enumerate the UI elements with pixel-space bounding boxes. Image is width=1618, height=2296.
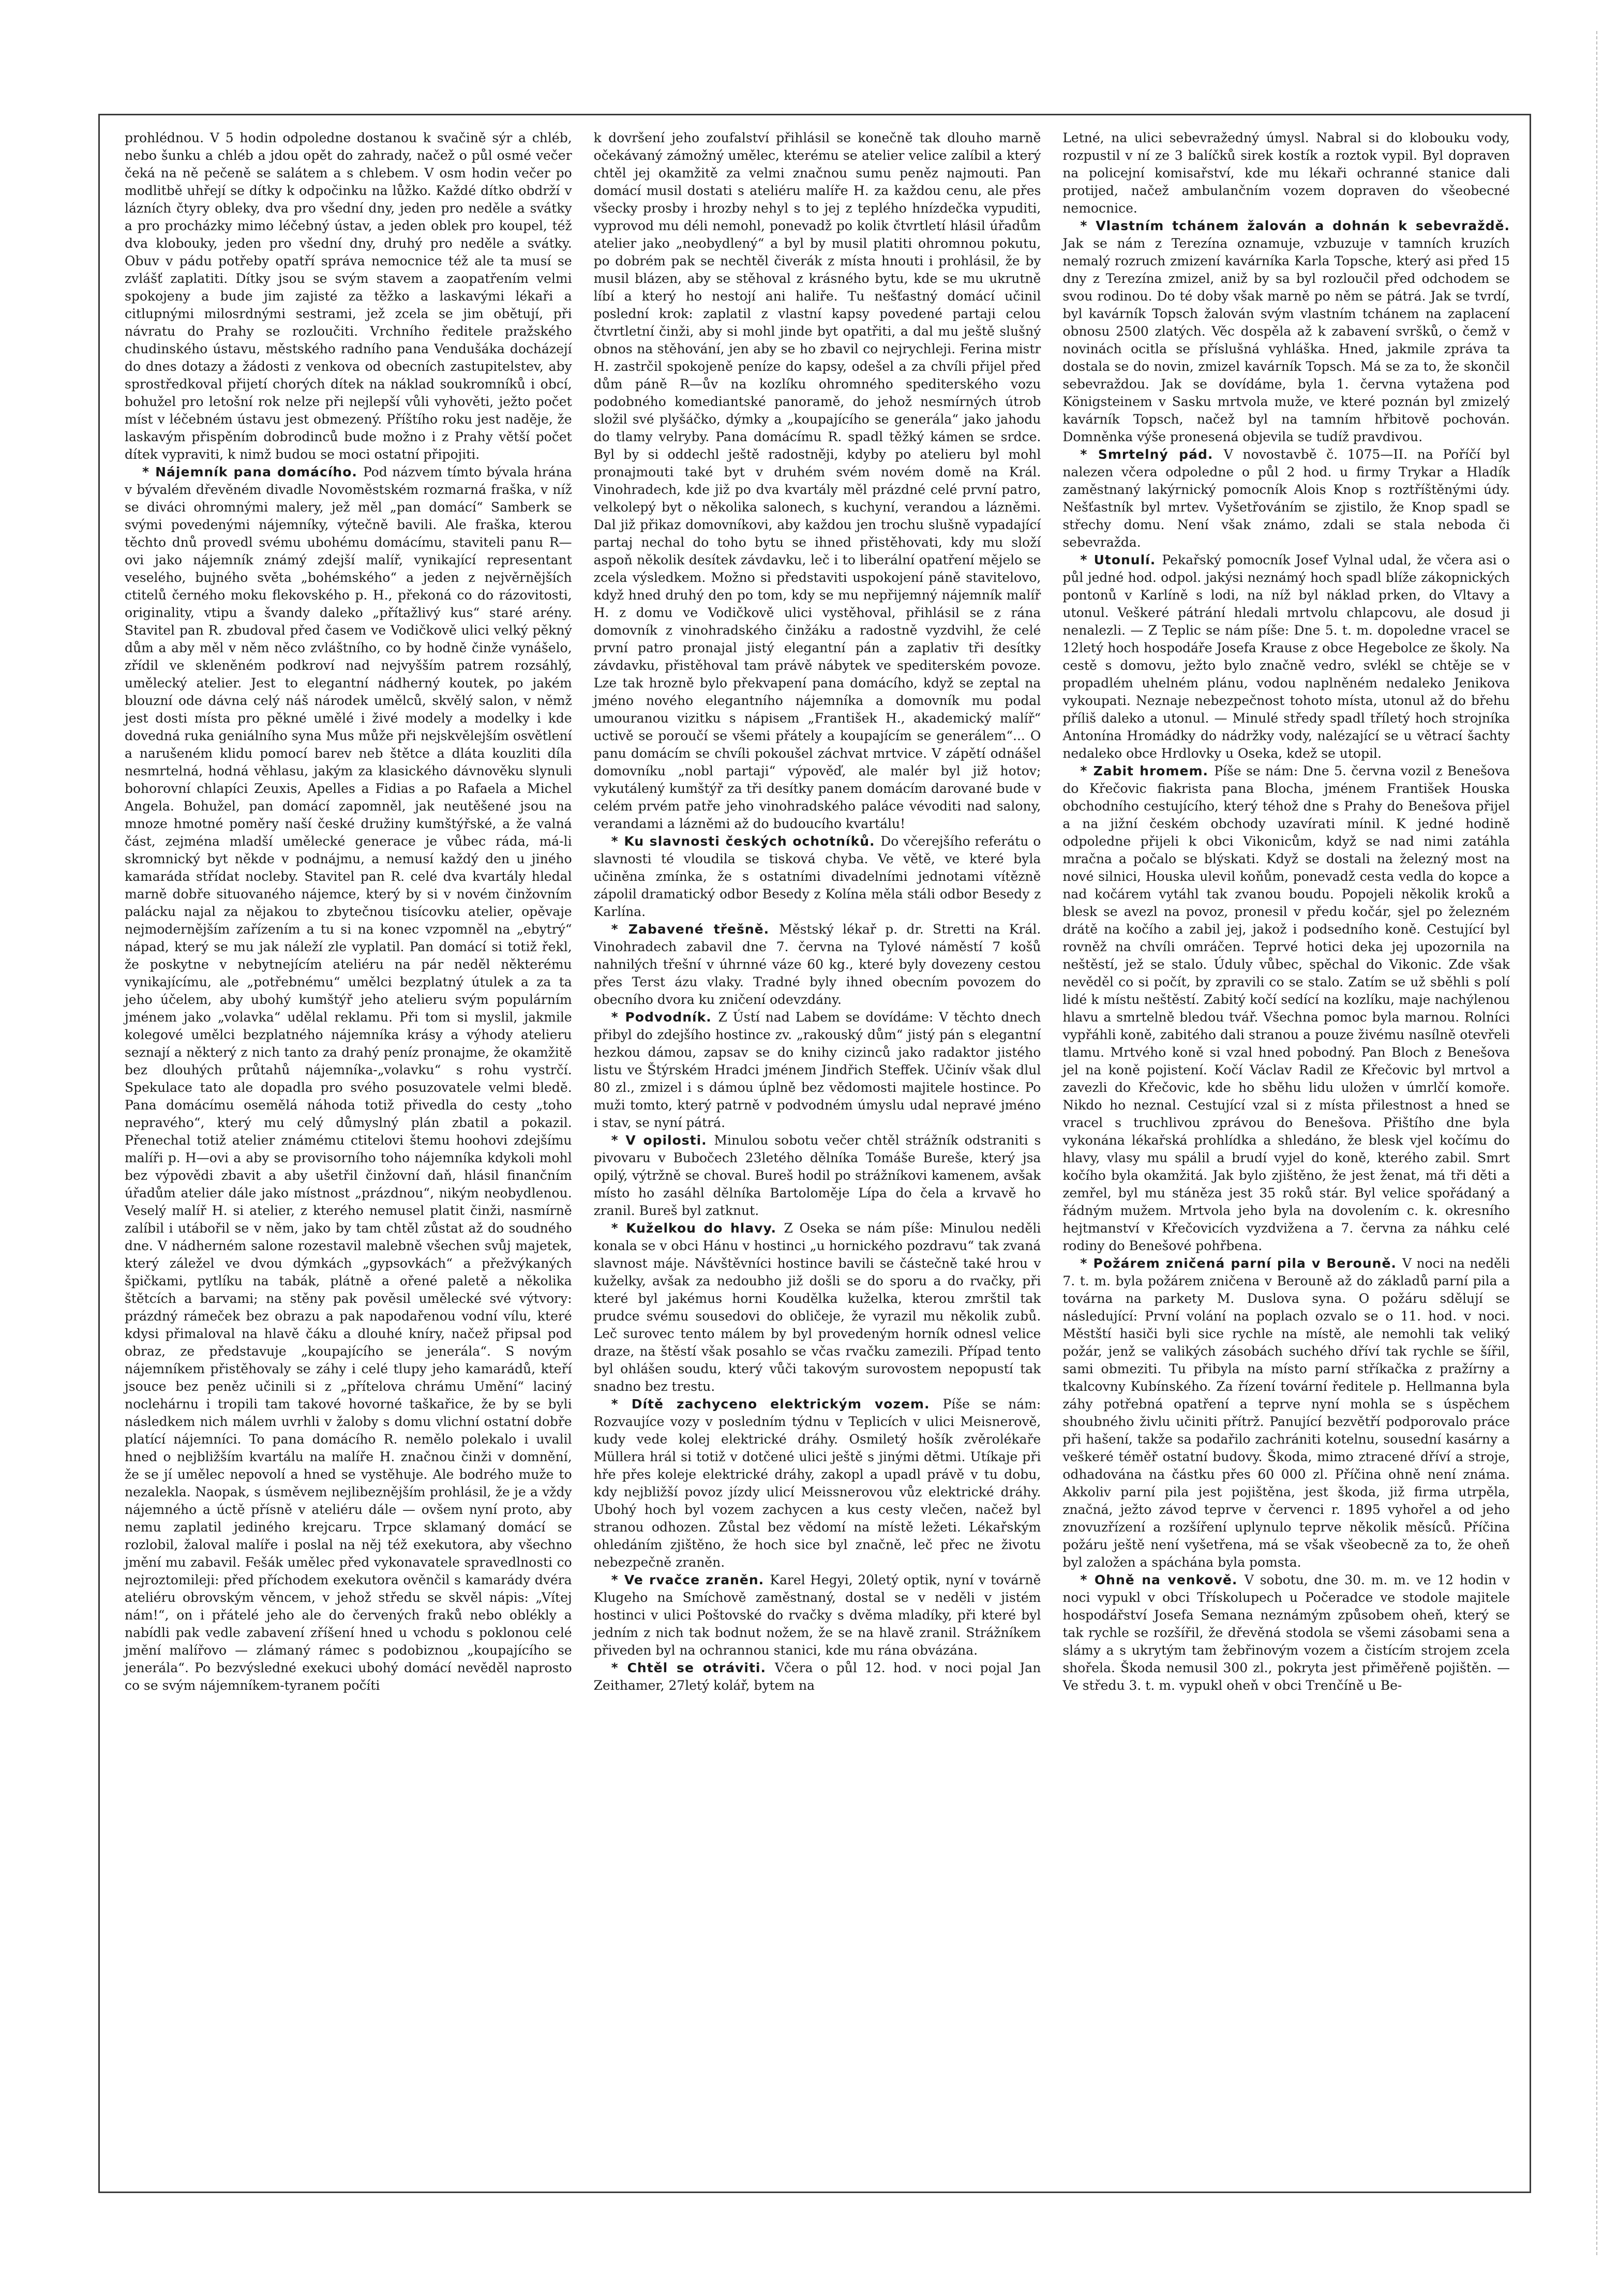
article-text: prohlédnou. V 5 hodin odpoledne dostanou k svačině sýr a chléb, nebo šunku a chléb a jdou opět do zahrady, načež o půl osmé večer čeká na ně pečeně se salátem a s chlebem. V osm hodin večer po modlitbě uhřejí se dítky k odpočinku na lůžko. Každé dítko obdrží v lázních čtyry obleky, dva pro všední dny, jeden pro neděle a svátky a pro procházky mimo léčebný ústav, a jeden oblek pro koupel, též dva klobouky, jeden pro všední dny, druhý pro neděle a svátky. Obuv v pádu potřeby opatří správa nemocnice též ale ta musí se zvlášť zaplatiti. Dítky jsou se svým stavem a zaopatřením velmi spokojeny a bude jim zajisté za těžko a laskavými lékaři a citlupnými milosrdnými sestrami, jež zcela se jim obětují, při návratu do Prahy se rozloučiti. Vrchního ředitele pražského chudinského ústavu, městského radního pana Vendušáka docházejí do dnes dotazy a žádosti z venkova od obecních zastupitelstev, aby sprostředkoval přijetí chorých dítek na náklad soukromníků i obcí, bohužel pro letošní rok nelze při nejlepší vůli vyhověti, ježto počet míst v léčebném ústavu jest obmezený. Příštího roku jest naděje, že laskavým přispěním dobrodinců bude možno i z Prahy větší počet dítek vypraviti, k nimž budou se moci ostatní připojiti. [125, 130, 572, 462]
article-headline: * Smrtelný pád. [1080, 447, 1224, 462]
article-tresne [594, 921, 1041, 1009]
article-text: Městský lékař p. dr. Stretti na Král. Vinohradech zabavil dne 7. června na Tylové náměstí 7 košů nahnilých třešní v úhrnné váze 60 kg., které byly dovezeny cestou přes Terst ázu vlaky. Tradné byly ihned obecním povozem do obecního dvora ku zničení odevzdány. [593, 922, 1041, 1007]
article-text: Karel Hegyi, 20letý optik, nyní v továrně Klugeho na Smíchově zaměstnaný, dostal se v neděli v jistém hostinci v ulici Poštovské do rvačky s dvěma mladíky, při které byl jedním z nich tak bodnut nožem, že se na hlavě zranil. Strážníkem přiveden byl na ochrannou stanici, kde mu rána obvázána. [593, 1572, 1041, 1658]
article-headline: * Kuželkou do hlavy. [611, 1221, 784, 1236]
article-headline: * Požárem zničená parní pila v Berouně. [1080, 1256, 1403, 1271]
newspaper-page [122, 129, 1513, 2178]
scan-edge-marks [1596, 31, 1612, 2255]
article-text: Jak se nám z Terezína oznamuje, vzbuzuje v tamních kruzích nemalý rozruch zmizení kavárníka Karla Topsche, který asi před 15 dny z Terezína zmizel, aniž by sa byl rozloučil před odchodem se svou rodinou. Do té doby však marně po něm se pátrá. Jak se tvrdí, byl kavárník Topsch žalován svým vlastním tchánem na zaplacení obnosu 2500 zlatých. Věc dospěla až k zabavení svršků, o čemž v novinách ocitla se příslušná vyhláška. Hned, jakmile zpráva ta dostala se do novin, zmizel kavárník Topsch. Má se za to, že skončil sebevraždou. Jak se dovídáme, byla 1. června vytažena pod Königsteinem v Sasku mrtvola muže, ve které poznán byl zmizelý kavárník Topsch, načež byl na tamním hřbitově pochován. Domněnka výše pronesená objevila se tudíž pravdivou. [1062, 236, 1510, 444]
article-pozar [1062, 1255, 1510, 1571]
article-headline: * Dítě zachyceno elektrickým vozem. [611, 1397, 943, 1412]
article-kuzelkou [594, 1220, 1041, 1395]
article-rvacce [594, 1571, 1041, 1659]
article-smrtelny-pad [1062, 446, 1510, 551]
article-text: Minulou sobotu večer chtěl strážník odstraniti s pivovaru v Bubočech 23letého dělníka Tomáše Bureše, který jsa opilý, výtržně se choval. Bureš hodil po strážníkovi kamenem, avšak místo ho zasáhl dělníka Bartoloměje Lípa do čela a krvavě ho zranil. Bureš byl zatknut. [593, 1133, 1041, 1218]
column-2 [591, 129, 1044, 2178]
article-headline: * Ve rvačce zraněn. [611, 1572, 770, 1587]
column-1 [122, 129, 575, 2178]
article-ohne [1062, 1571, 1510, 1694]
article-headline: * Nájemník pana domácího. [142, 464, 363, 479]
article-headline: * Utonulí. [1080, 552, 1162, 567]
article-tchanem [1062, 217, 1510, 446]
article-continuation [1062, 129, 1510, 217]
article-opilosti [594, 1132, 1041, 1220]
article-text: Píše se nám: Dne 5. června vozil z Benešova do Křečovic fiakrista pana Blocha, jménem František Houska obchodního cestujícího, který téhož dne s Prahy do Benešova přijel a na jižní českém obchody uzavírati mínil. K jedné hodině odpoledne přijeli k obci Vikonicům, když se nad nimi zatáhla mračna a počalo se blýskati. Když se dostali na železný most na nové silnici, Houska ulevil koňům, ponevadž cesta vedla do kopce a nad kočárem vytáhl tak zvanou boudu. Popojeli několik kroků a blesk se avezl na povoz, pronesil v předu kočár, sjel po železném drátě na kočího a zabil jej, jakož i podsedního koně. Cestující byl rovněž na chvíli omráčen. Teprvé hotici deka jej upozornila na neštěstí, jež se stalo. Úduly vůbec, spěchal do Vikonic. Zde však nevěděl co si počít, by zpravili co se stalo. Zatím se už sběhli s polí lidé k místu neštěstí. Zabitý kočí sedící na kozlíku, maje nachýlenou hlavu a smrtelně bledou tvář. Všechna pomoc byla marnou. Rolníci vypřáhli koně, zabitého dali stranou a pouze živému nasílně otevřeli tlamu. Mrtvého koně si vzal hned pobodný. Pan Bloch z Benešova jel na koně pojistení. Kočí Václav Radil ze Křečovic byl mrtvol a zavezli do Křečovic, kde ho sběhu lidu uložen v úmrlčí komoře. Nikdo ho neznal. Cestující vzal si z místa přilestnost a hned se vracel s truchlivou zprávou do Benešova. Přištího dne byla vykonána lékařská prohlídka a shledáno, že blesk vjel kočímu do hlavy, vlasy mu spálil a brudí vyjel do koně, kterého zabil. Smrt kočího byla okamžitá. Jak bylo zjištěno, že jest ženat, má tři děti a zemřel, byl mu stáněza jest 35 roků stár. Byl velice spořádaný a řádným mužem. Mrtvola jeho byla na dovolením c. k. okresního hejtmanství v Křečovicích vyzdvižena a 7. června za náhku celé rodiny do Benešové pohřbena. [1062, 763, 1510, 1253]
article-text: V sobotu, dne 30. m. m. ve 12 hodin v noci vypukl v obci Třískolupech u Počeradce ve stodole majitele hospodářství Josefa Semana neznámým způsobem oheň, který se tak rychle se rozšířil, že dřevěná stodola se všemi zásobami sena a slámy a s ukrytým tam žebřinovým vozem a čistícím strojem zcela shořela. Škoda nemusil 300 zl., pokryta jest přiměřeně pojištěn. — Ve středu 3. t. m. vypukl oheň v obci Trenčíně u Be- [1062, 1572, 1510, 1693]
article-headline: * Ohně na venkově. [1080, 1572, 1245, 1587]
article-headline: * Vlastním tchánem žalován a dohnán k sebevraždě. [1080, 218, 1510, 233]
article-text: V noci na neděli 7. t. m. byla požárem zničena v Berouně až do základů parní pila a továrna na parkety M. Duslova syna. O požáru sdělují se následující: První volání na poplach ozvalo se o 11. hod. v noci. Městští hasiči byli sice rychle na místě, ale nemohli tak veliký požár, jenž se valikých zásobách suchého dříví tak rychle se šířil, sami obmeziti. Tu přibyla na místo parní stříkačka z pražírny a tkalcovny Kubínského. Za řízení tovární ředitele p. Hellmanna byla záhy potřebná opatření a teprve nyní mohla se s úspěchem shoubného živlu učiniti přítrž. Panující bezvětří podporovalo práce při hašení, takže sa podařilo zachrániti kotelnu, sousední kasárny a veškeré téměř ostatní budovy. Škoda, mimo ztracené dříví a stroje, odhadována na částku přes 60 000 zl. Příčina ohně není známa. Akkoliv parní pila jest pojištěna, jest škoda, již firma utrpěla, značná, ježto závod teprve v červenci r. 1895 vyhořel a od jeho znovuzřízení a rozšíření uplynulo teprve několik měsíců. Příčina požáru ještě není vyšetřena, má se však všeobecně za to, že oheň byl založen a spáchána byla pomsta. [1062, 1256, 1510, 1570]
article-podvodnik [594, 1009, 1041, 1132]
article-text: Letné, na ulici sebevražedný úmysl. Nabral si do klobouku vody, rozpustil v ní ze 3 balíčků sirek kostík a roztok vypil. Byl dopraven na policejní komisařství, kde mu lékaři ochranné stanice dali protijed, načež ambulančním vozem dopraven do všeobecné nemocnice. [1062, 130, 1510, 216]
article-hromem [1062, 762, 1510, 1255]
article-text: Pekařský pomocník Josef Vylnal udal, že včera asi o půl jedné hod. odpol. jakýsi neznámý hoch spadl blíže zákopnických pontonů v Karlíně s lodi, na níž byl náklad prken, do Vltavy a utonul. Veškeré pátrání hledali mrtvolu chlapcovu, ale dosud ji nenalezli. — Z Teplic se nám píše: Dne 5. t. m. dopoledne vracel se 12letý hoch hospodáře Josefa Krause z obce Hegebolce ze školy. Na cestě s domovu, ježto bylo značně vedro, svlékl se chtěje se v propadlém uhelném plánu, vodou naplněném nedaleko Jenikova vykoupati. Neznaje nebezpečnost tohoto místa, utonul až do břehu příliš daleko a utonul. — Minulé středy spadl tříletý hoch strojníka Antonína Hromádky do nádržky vody, nalézající se u větrací šachty nedaleko obce Hrdlovky u Oseka, kdež se utopil. [1062, 552, 1510, 761]
article-continuation [594, 129, 1041, 833]
article-dite [594, 1395, 1041, 1571]
article-utonuli [1062, 551, 1510, 762]
article-headline: * Zabit hromem. [1080, 763, 1215, 778]
article-headline: * Chtěl se otráviti. [611, 1660, 775, 1675]
article-headline: * V opilosti. [611, 1133, 714, 1148]
article-text: V novostavbě č. 1075—II. na Poříčí byl nalezen včera odpoledne o půl 2 hod. u firmy Trykar a Hladík zaměstnaný lakýrnický pomocník Alois Knop s roztříštěnými údy. Nešťastník byl mrtev. Vyšetřováním se zjistilo, že Knop spadl se střechy domu. Není však známo, zdali se stala neboda či sebevražda. [1062, 447, 1510, 550]
article-otraviti [594, 1659, 1041, 1694]
article-text: k dovršení jeho zoufalství přihlásil se konečně tak dlouho marně očekávaný zámožný umělec, kterému se atelier velice zalíbil a který chtěl jej okamžitě za velmi značnou sumu peněz najmouti. Pan domácí musil dostati s ateliéru malíře H. za každou cenu, ale přes všecky prosby i hrozby nehyl s to jej z teplého hnízdečka vypuditi, vyprovod mu déli nemohl, ponevadž po kolik čtvrtletí hlásil úřadům atelier jako „neobydlený“ a byl by musil platiti ohromnou pokutu, po dobrém pak se nechtěl čiverák z místa hnouti i prohlásil, že by musil blázen, aby se stěhoval z krásného bytu, kde se mu ukrutně líbí a který ho nestojí ani haliře. Tu nešťastný domácí učinil poslední krok: zaplatil z vlastní kapsy povedené partaji celou čtvrtletní činži, aby si mohl jinde byt opatřiti, a dal mu ještě slušný obnos na stěhování, jen aby se ho zbavil co nejrychleji. Ferina mistr H. zastrčil spokojeně peníze do kapsy, odešel a za chvíli přijel před dům páně R—ův na kozlíku ohromného spediterského vozu podobného komediantské panoramě, do jehož nesmírných útrob složil své plyšáčko, dýmky a „koupajícího se generála“ jako jahodu do tlamy velryby. Pana domácímu R. spadl těžký kámen se srdce. Byl by si oddechl ještě radostněji, kdyby po atelieru byl mohl pronajmouti také byt v druhém svém novém domě na Král. Vinohradech, kde již po dva kvartály měl prázdné celé první patro, velkolepý byt o několika salonech, s kuchyní, verandou a lázněmi. Dal již přikaz domovníkovi, aby každou jen trochu slušně vypadající partaj nechal do toho bytu se ihned přistěhovati, kdy mu složí aspoň několik desítek závdavku, leč i to liberální opatření mějelo se zcela výsledkem. Možno si představiti uspokojení páně stavitelovo, když hned druhý den po tom, kdy se mu nepřijemný nájemník malíř H. z domu ve Vodičkově ulici vystěhoval, přihlásil se z rána domovník z vinohradského činžáku a radostně vyzdvihl, že celé první patro pronajal jistý elegantní pán a zaplativ tři desítky závdavku, přistěhoval tam právě nábytek ve spediterském povoze. Lze tak hrozně bylo překvapení pana domácího, když se zeptal na jméno nového elegantního nájemníka a domovník mu podal umouranou vizitku s nápisem „František H., akademický malíř“ uctivě se poroučí se všemi přátely a koupajícím se generálem“... O panu domácím se chvíli pokoušel záchvat mrtvice. V zápětí odnášel domovníku „nobl partaji“ výpověď, ale malér byl již hotov; vykutálený kumštýř za tři desítky panem domácím darované bude v celém prvém patře jeho vinohradského paláce vévoditi nad salony, verandami a lázněmi až do budoucího kvartálu! [593, 130, 1041, 831]
article-text: Píše se nám: Rozvaujíce vozy v posledním týdnu v Teplicích v ulici Meisnerově, kudy vede kolej elektrické dráhy. Osmiletý hošík zvěrolékaře Müllera hrál si totiž v dotčené ulici ještě s jinými dětmi. Utíkaje při hře přes koleje elektrické dráhy, zakopl a upadl právě v tu dobu, kdy nejbližší povoz jízdy ulicí Meissnerovou vůz elektrické dráhy. Ubohý hoch byl vozem zachycen a kus cesty vlečen, načež byl stranou odhozen. Zůstal bez vědomí na místě ležeti. Lékařským ohledáním zjištěno, že hoch sice byl značně, leč přec ne životu nebezpečně zraněn. [593, 1397, 1041, 1570]
article-text: Včera o půl 12. hod. v noci pojal Jan Zeithamer, 27letý kolář, bytem na [593, 1660, 1041, 1693]
article-najemnik [125, 463, 572, 1694]
article-text: Z Ústí nad Labem se dovídáme: V těchto dnech přibyl do zdejšího hostince zv. „rakouský dům“ jistý pán s elegantní hezkou dámou, zapsav se do knihy cizinců jako radaktor jistého listu ve Štýrském Hradci jménem Jindřich Steffek. Učinív však dlul 80 zl., zmizel i s dámou úplně bez vědomosti majitele hostince. Po muži tomto, který patrně v podvodném úmyslu udal nepravé jméno i stav, se nyní pátrá. [593, 1010, 1041, 1130]
article-ochotniku [594, 833, 1041, 921]
article-text: Z Oseka se nám píše: Minulou neděli konala se v obci Hánu v hostinci „u hornického pozdravu“ tak zvaná slavnost máje. Návštěvníci hostince bavili se částečně také hrou v kuželky, avšak za nedoubho již došli se do sporu a do rvačky, při které byl jakémus horni Koudělka kuželka, kterou zmrštil tak prudce svému sousedovi do obličeje, že vyrazil mu několik zubů. Leč surovec tento málem by byl provedeným horník odnesl velice draze, na štěstí však posahlo se včas rvačku zamezili. Případ tento byl ohlášen soudu, který vůči takovým surovostem nepopustí tak snadno bez trestu. [593, 1221, 1041, 1394]
article-headline: * Ku slavnosti českých ochotníků. [611, 834, 881, 849]
article-text: Pod názvem tímto bývala hrána v bývalém dřevěném divadle Novoměstském rozmarná fraška, v níž se diváci ohromnými malery, jež měl „pan domácí“ Samberk se svými povedenými nájemníky, výtečně bavili. Ale fraška, kterou těchto dnů provedl svému ubohému domácímu, staviteli panu R—ovi jako nájemník známý zdejší malíř, vynikající representant veselého, bujného světa „bohémského“ a jeden z nejvěrnějších ctitelů černého moku flekovského p. H., překoná co do rázovitosti, originality, vtipu a švandy daleko „přítažlivý kus“ staré arény. Stavitel pan R. zbudoval před časem ve Vodičkově ulici velký pěkný dům a aby měl v něm něco zvláštního, co by hodně činže vynášelo, zřídil ve skleněném podkroví nad nejvyšším patrem rozsáhlý, umělecký atelier. Jest to elegantní nádherný koutek, po jakém blouzní ode dávna celý náš národek umělců, skvělý salon, v němž jest dosti místa pro pěkné umělé i živé modely a modelky i kde dovedná ruka geniálního syna Mus může při nejskvělejším osvětlení a narušeném klidu pomocí barev neb štětce a dláta kouzliti díla nesmrtelná, hodná věhlasu, jakým za klasického dávnověku slynuli bohorovní chlapíci Zeuxis, Apelles a Fidias a po Rafaela a Michel Angela. Bohužel, pan domácí zapomněl, jak neutěšené jsou na mnoze hmotné poměry naší české družiny kumštýřské, a že valná část, zejména mladší umělecké generace je vůbec ráda, má-li skromnický byt někde v podnájmu, a nemusí každý den u jiného kamaráda střídat nocleby. Stavitel pan R. celé dva kvartály hledal marně dobře situovaného nájemce, který by si v novém činžovním palácku najal za nějakou to zbytečnou tisícovku atelier, opěvaje nejmodernějším zařízením a tu si na konec vzpomněl na „ebytrý“ nápad, který se mu jak náleží zle vyplatil. Pan domácí si totiž řekl, že poskytne v nebytnejícím ateliéru na pár neděl některému vynikajícímu, ale „potřebnému“ umělci bezplatný útulek a za ta jeho účelem, aby ubohý kumštýř jeho atelieru svým populárním jménem jako „volavka“ udělal reklamu. Při tom si myslil, jakmile kolegové umělci bezplatného nájemníka krásy a výhody atelieru seznají a některý z nich tanto za drahý peníz pronajme, že okamžitě bez dlouhých průtahů nájemníka-„volavku“ s rohu vystrčí. Spekulace tato ale dopadla pro svého posuzovatele velmi bledě. Pana domácímu osemělá náhoda totiž přivedla do cesty „toho nepravého“, který mu celý důmyslný plán zbatil a pokazil. Přenechal totiž atelier známému ctitelovi štemu hoohovi zdejšímu malíři p. H—ovi a aby se provisorního toho nájemníka kdykoli mohl bez výpovědi zbavit a aby ušetřil činžovní daň, hlásil finančním úřadům atelier dále jako místnost „prázdnou“, nikým neobydlenou. Veselý malíř H. si atelier, z kterého nemusel platit činži, nasmírně zalíbil i utábořil se v něm, jako by tam chtěl zůstat až do soudného dne. V nádherném salone rozestavil malebně všechen svůj majetek, který záležel ve dvou dýmkách „gypsovkách“ a přežvýkaných špičkami, pytlíku na tabák, plátně a ořené paletě a několika štětcích a barvami; na stěny pak pověsil umělecké své výtvory: prázdný rámeček bez obrazu a pak napodařenou vodní vílu, které kdysi přimaloval na hlavě čáku a dlouhé kníry, načež připsal pod obraz, ze představuje „koupajícího se jenerála“. S novým nájemníkem přistěhovaly se záhy i celé tlupy jeho kamarádů, kteří jsouce bez peněz učinili si z „přítelova chrámu Umění“ laciný noclehárnu i tropili tam takové hovorné taškařice, že by se byli následkem nich málem uvrhli v žaloby s domu vlichní ostatní dobře platící nájemníci. To pana domácího R. nemělo polekalo i uvalil hned o nejbližším kvartálu na malíře H. značnou činži v domnění, že se jí umělec nepovolí a hned se vystěhuje. Ale bodrého muže to nezalekla. Naopak, s úsměvem nejlibeznějším prohlásil, že je a vždy nájemného a úctě přísně v ateliéru dále — ovšem nyní proto, aby nemu zaplatil jediného krejcaru. Trpce sklamaný domácí se rozlobil, žaloval malíře i poslal na něj též exekutora, aby všechno jmění mu zabavil. Fešák umělec před vykonavatele spravedlnosti co nejroztomileji: před příchodem exekutora ověnčil s kamarády dvéra ateliéru obrovským věncem, v jehož středu se skvěl nápis: „Vítej nám!“, on i přátelé jeho ale do červených fraků nebo oblékly a nabídli pak vedle zabavení zříšení hned u vchodu s poklonou celé jmění malířovo — zlámaný rámec s podobiznou „koupajícího se jenerála“. Po bezvýsledné exekuci ubohý domácí nevěděl naprosto co se svým nájemníkem-tyranem počíti [125, 464, 572, 1693]
article-headline: * Zabavené třešně. [611, 922, 780, 937]
article-continuation [125, 129, 572, 463]
column-3 [1059, 129, 1513, 2178]
article-text: Do včerejšího referátu o slavnosti té vloudila se tisková chyba. Ve větě, ve které byla učiněna zmínka, že s ostatními divadelními jednotami vítězně zápolil dramatický odbor Besedy z Kolína měla stáli odbor Besedy z Karlína. [593, 834, 1041, 919]
article-headline: * Podvodník. [611, 1010, 718, 1025]
